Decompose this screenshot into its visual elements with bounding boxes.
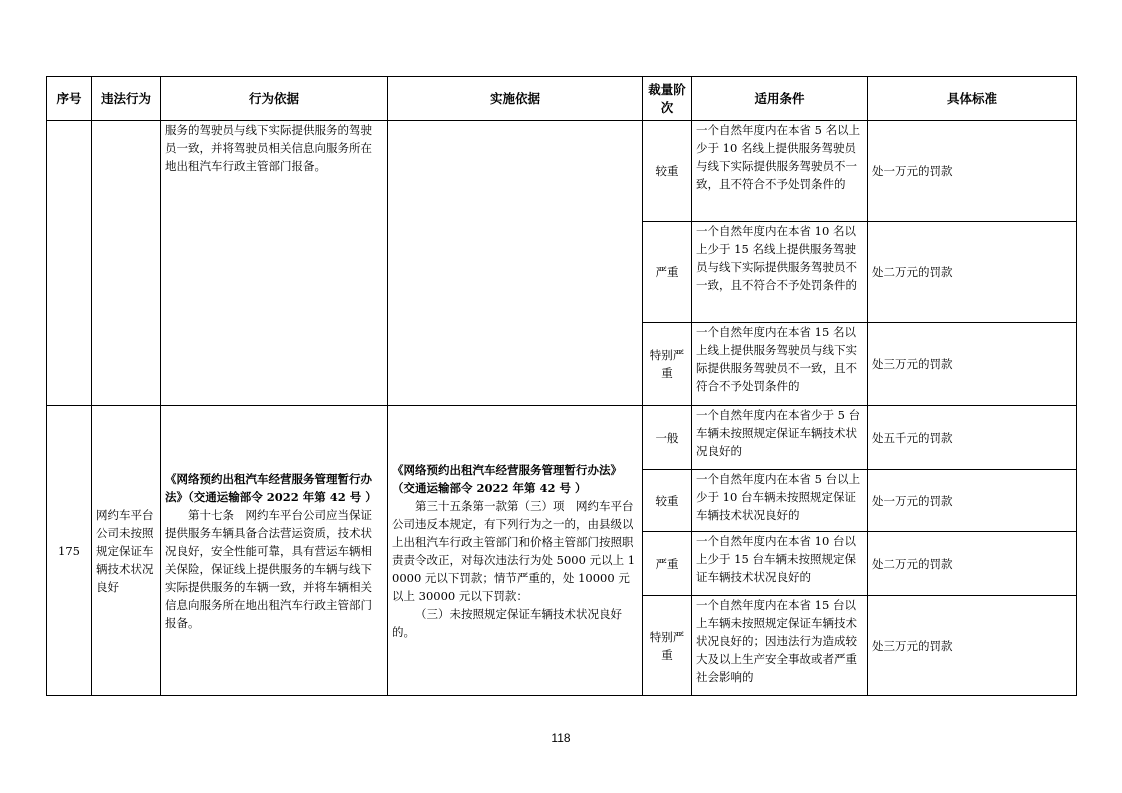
condition-cell: 一个自然年度内在本省 15 名以上线上提供服务驾驶员与线下实际提供服务驾驶员不一致，且不符合不予处罚条件的: [692, 323, 868, 406]
item-violation-cell: 网约车平台公司未按照规定保证车辆技术状况良好: [92, 406, 161, 696]
header-basis: 行为依据: [161, 77, 388, 121]
table-row: [47, 406, 1077, 470]
standard-cell: 处三万元的罚款: [868, 596, 1077, 696]
level-cell: 较重: [643, 121, 692, 222]
level-cell: 特别严重: [643, 596, 692, 696]
condition-cell: 一个自然年度内在本省 10 台以上少于 15 台车辆未按照规定保证车辆技术状况良好的: [692, 532, 868, 596]
basis-text: 第十七条 网约车平台公司应当保证提供服务车辆具备合法营运资质，技术状况良好，安全性能可靠，具有营运车辆相关保险，保证线上提供服务的车辆与线下实际提供服务的车辆一致，并将车辆相关信息向服务所在地出租汽车行政主管部门报备。: [165, 507, 372, 630]
impl-title: 《网络预约出租汽车经营服务管理暂行办法》（交通运输部令 2022 年第 42 号 ）: [392, 462, 622, 495]
level-cell: 严重: [643, 222, 692, 323]
standard-cell: 处三万元的罚款: [868, 323, 1077, 406]
item-seq-cell: 175: [47, 406, 92, 696]
table-row: [47, 121, 1077, 222]
standard-cell: 处二万元的罚款: [868, 222, 1077, 323]
level-cell: 一般: [643, 406, 692, 470]
header-condition: 适用条件: [692, 77, 868, 121]
condition-cell: 一个自然年度内在本省 15 台以上车辆未按照规定保证车辆技术状况良好的；因违法行为造成较大及以上生产安全事故或者严重社会影响的: [692, 596, 868, 696]
level-cell: 特别严重: [643, 323, 692, 406]
impl-text: 第三十五条第一款第（三）项 网约车平台公司违反本规定，有下列行为之一的，由县级以上出租汽车行政主管部门和价格主管部门按照职责责令改正，对每次违法行为处 5000 元以上 10000 元以下罚款；情节严重的，处 10000 元以上 30000 元以下罚款：: [392, 498, 636, 603]
penalty-table: [46, 76, 1077, 696]
item-basis-cell: [161, 406, 388, 696]
condition-cell: 一个自然年度内在本省 5 名以上少于 10 名线上提供服务驾驶员与线下实际提供服务驾驶员不一致，且不符合不予处罚条件的: [692, 121, 868, 222]
table-header-row: [47, 77, 1077, 121]
item-implementation-cell: [388, 406, 643, 696]
standard-cell: 处二万元的罚款: [868, 532, 1077, 596]
header-standard: 具体标准: [868, 77, 1077, 121]
header-violation: 违法行为: [92, 77, 161, 121]
standard-cell: 处五千元的罚款: [868, 406, 1077, 470]
condition-cell: 一个自然年度内在本省少于 5 台车辆未按照规定保证车辆技术状况良好的: [692, 406, 868, 470]
header-implementation: 实施依据: [388, 77, 643, 121]
condition-cell: 一个自然年度内在本省 10 名以上少于 15 名线上提供服务驾驶员与线下实际提供服务驾驶员不一致，且不符合不予处罚条件的: [692, 222, 868, 323]
cont-seq-cell: [47, 121, 92, 406]
cont-implementation-cell: [388, 121, 643, 406]
impl-clause: （三）未按照规定保证车辆技术状况良好的。: [392, 606, 622, 639]
level-cell: 较重: [643, 470, 692, 532]
cont-basis-cell: 服务的驾驶员与线下实际提供服务的驾驶员一致，并将驾驶员相关信息向服务所在地出租汽车行政主管部门报备。: [161, 121, 388, 406]
standard-cell: 处一万元的罚款: [868, 121, 1077, 222]
page-number: 118: [551, 731, 571, 745]
header-seq: 序号: [47, 77, 92, 121]
cont-violation-cell: [92, 121, 161, 406]
condition-cell: 一个自然年度内在本省 5 台以上少于 10 台车辆未按照规定保证车辆技术状况良好的: [692, 470, 868, 532]
standard-cell: 处一万元的罚款: [868, 470, 1077, 532]
level-cell: 严重: [643, 532, 692, 596]
header-level: 裁量阶次: [643, 77, 692, 121]
basis-title: 《网络预约出租汽车经营服务管理暂行办法》（交通运输部令 2022 年第 42 号 ）: [165, 471, 377, 504]
